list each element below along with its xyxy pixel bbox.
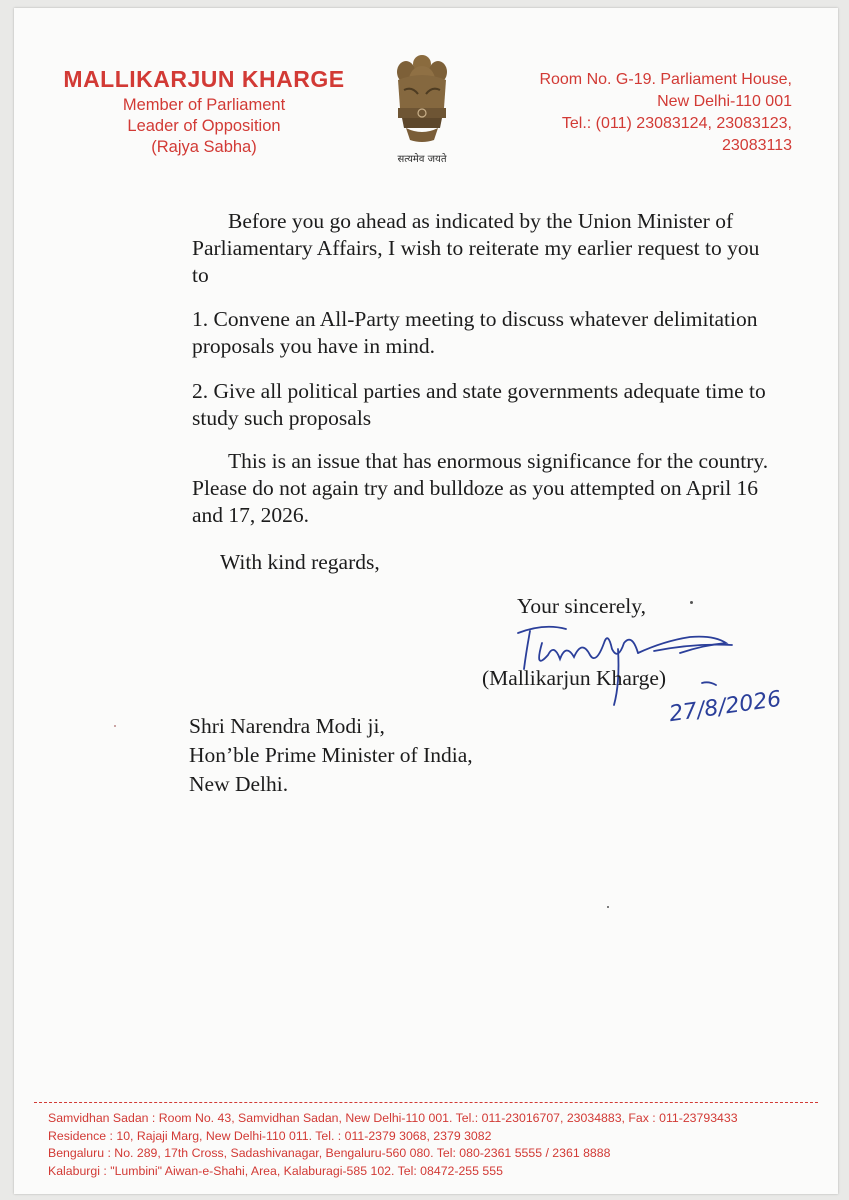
letterhead-address [492, 69, 792, 157]
footer-line-1: Samvidhan Sadan : Room No. 43, Samvidhan Sadan, New Delhi-110 001. Tel.: 011-23016707, 23034883, Fax : 011-23793433 [48, 1111, 738, 1125]
addressee-line-2: Hon’ble Prime Minister of India, [189, 743, 473, 767]
footer-line-4: Kalaburgi : "Lumbini" Aiwan-e-Shahi, Area, Kalaburagi-585 102. Tel: 08472-255 555 [48, 1163, 503, 1178]
letterhead-title-3: (Rajya Sabha) [151, 138, 257, 156]
address-line-2: New Delhi-110 001 [657, 93, 792, 110]
ink-speck [114, 725, 116, 727]
handwritten-date: 27/8/2026 [667, 686, 783, 728]
paragraph-request [192, 208, 772, 289]
paragraph-request-text: Before you go ahead as indicated by the Union Minister of Parliamentary Affairs, I wish to reiterate my earlier request to you to [192, 209, 760, 287]
letterhead-left [54, 63, 354, 158]
letter-page [14, 8, 838, 1194]
address-line-4: 23083113 [722, 137, 792, 154]
letterhead-title-2: Leader of Opposition [127, 117, 281, 135]
paragraph-point-2 [192, 378, 772, 432]
signatory-name: (Mallikarjun Kharge) [482, 666, 667, 690]
address-line-1: Room No. G-19. Parliament House, [539, 71, 792, 88]
paragraph-significance-text: This is an issue that has enormous significance for the country. Please do not again try and bulldoze as you attempted on April 16 and 17, 2026. [192, 449, 769, 527]
regards-line [220, 549, 800, 576]
paragraph-significance [192, 448, 772, 529]
addressee-line-1: Shri Narendra Modi ji, [189, 714, 385, 738]
footer-addresses [48, 1110, 828, 1180]
addressee-line-3: New Delhi. [189, 772, 289, 796]
paragraph-point-2-text: 2. Give all political parties and state governments adequate time to study such proposals [192, 379, 766, 430]
addressee-block [189, 712, 473, 799]
letterhead-title-1: Member of Parliament [122, 96, 286, 114]
regards-text: With kind regards, [220, 550, 380, 574]
closing-sincerely: Your sincerely, [517, 594, 646, 618]
footer-line-3: Bengaluru : No. 289, 17th Cross, Sadashivanagar, Bengaluru-560 080. Tel: 080-2361 5555 / 2361 8888 [48, 1146, 611, 1160]
paragraph-point-1 [192, 306, 772, 360]
address-line-3: Tel.: (011) 23083124, 23083123, [561, 115, 792, 132]
footer-divider [34, 1102, 818, 1103]
emblem-motto: सत्यमेव जयते [397, 154, 447, 165]
ink-speck [607, 906, 609, 908]
ink-speck [690, 601, 693, 604]
paragraph-point-1-text: 1. Convene an All-Party meeting to discuss whatever delimitation proposals you have in mind. [192, 307, 758, 358]
letterhead-name: MALLIKARJUN KHARGE [63, 66, 345, 92]
footer-line-2: Residence : 10, Rajaji Marg, New Delhi-110 011. Tel. : 011-2379 3068, 2379 3082 [48, 1128, 492, 1143]
